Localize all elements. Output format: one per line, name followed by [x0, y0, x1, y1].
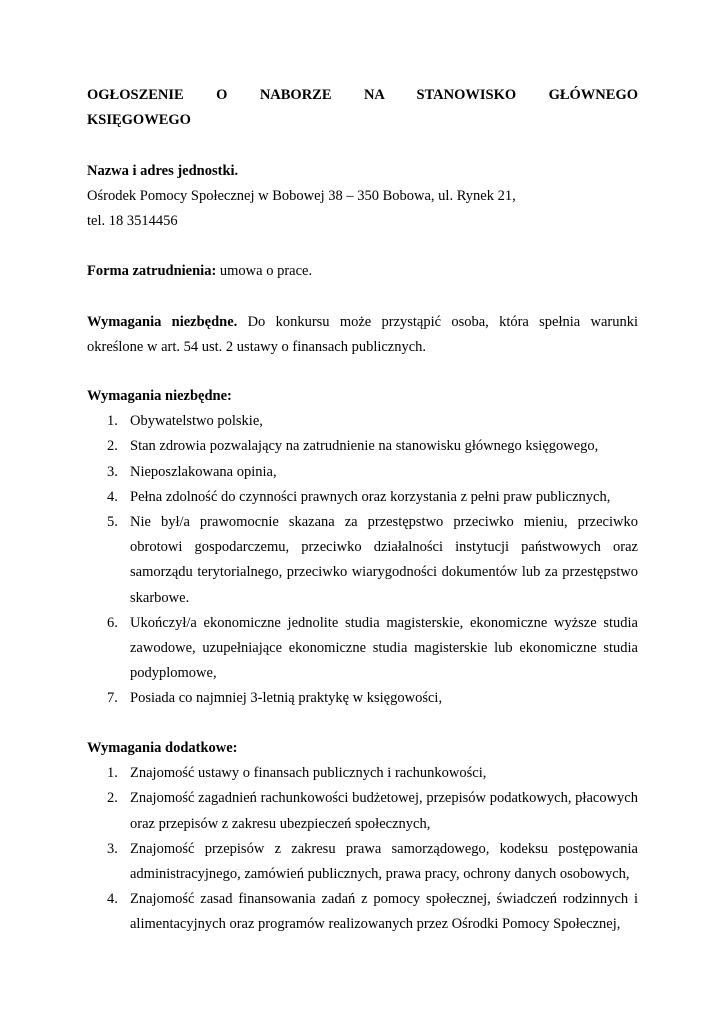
- list-item: [87, 409, 638, 434]
- list-item-number: 3.: [107, 840, 118, 857]
- required-list: [87, 409, 638, 711]
- list-item: [87, 434, 638, 459]
- list-item-text: Ukończył/a ekonomiczne jednolite studia magisterskie, ekonomiczne wyższe studia zawodowe, uzupełniające ekonomiczne studia magisterskie lub ekonomiczne studia podyplomowe,: [130, 614, 638, 682]
- list-item: [87, 837, 638, 887]
- list-item: [87, 761, 638, 786]
- list-item-number: 4.: [107, 488, 118, 505]
- list-item: [87, 686, 638, 711]
- additional-section: [87, 736, 638, 938]
- document-title-continuation: KSIĘGOWEGO: [87, 112, 191, 128]
- list-item-number: 6.: [107, 614, 118, 631]
- required-section: [87, 384, 638, 712]
- unit-phone: tel. 18 3514456: [87, 213, 178, 230]
- list-item-number: 4.: [107, 891, 118, 908]
- requirements-intro-label: Wymagania niezbędne.: [87, 314, 238, 330]
- list-item: [87, 460, 638, 485]
- unit-heading: Nazwa i adres jednostki.: [87, 163, 239, 179]
- requirements-intro-text: Do konkursu może przystąpić osoba, która spełnia warunki określone w art. 54 ust. 2 ustawy o finansach publicznych.: [87, 314, 638, 356]
- list-item-number: 2.: [107, 790, 118, 807]
- list-item-number: 7.: [107, 690, 118, 707]
- requirements-intro-section: [87, 310, 638, 360]
- additional-list: [87, 761, 638, 937]
- list-item-text: Znajomość zasad finansowania zadań z pomocy społecznej, świadczeń rodzinnych i alimentacyjnych oraz programów realizowanych przez Ośrodki Pomocy Społecznej,: [130, 891, 638, 933]
- list-item-number: 5.: [107, 514, 118, 531]
- employment-value: umowa o prace.: [216, 263, 313, 279]
- additional-heading: Wymagania dodatkowe:: [87, 740, 238, 756]
- employment-label: Forma zatrudnienia:: [87, 263, 217, 279]
- document-title: OGŁOSZENIE O NABORZE NA STANOWISKO GŁÓWNEGO: [87, 87, 638, 103]
- required-heading: Wymagania niezbędne:: [87, 388, 232, 404]
- list-item-text: Nie był/a prawomocnie skazana za przestępstwo przeciwko mieniu, przeciwko obrotowi gospodarczemu, przeciwko działalności instytucji państwowych oraz samorządu terytorialnego, przeciwko wiarygodności dokumentów lub za przestępstwo skarbowe.: [130, 514, 638, 606]
- list-item-number: 1.: [107, 765, 118, 782]
- unit-section: [87, 159, 638, 235]
- unit-address: Ośrodek Pomocy Społecznej w Bobowej 38 – 350 Bobowa, ul. Rynek 21,: [87, 188, 516, 205]
- list-item: [87, 510, 638, 611]
- list-item-text: Pełna zdolność do czynności prawnych oraz korzystania z pełni praw publicznych,: [130, 488, 611, 505]
- list-item-number: 2.: [107, 438, 118, 455]
- employment-section: [87, 259, 638, 284]
- list-item-text: Posiada co najmniej 3-letnią praktykę w księgowości,: [130, 690, 443, 707]
- list-item: [87, 485, 638, 510]
- list-item-number: 3.: [107, 463, 118, 480]
- list-item-text: Nieposzlakowana opinia,: [130, 463, 277, 480]
- list-item-text: Znajomość ustawy o finansach publicznych i rachunkowości,: [130, 765, 487, 782]
- list-item-text: Obywatelstwo polskie,: [130, 413, 263, 430]
- list-item: [87, 611, 638, 687]
- list-item-number: 1.: [107, 413, 118, 430]
- list-item-text: Stan zdrowia pozwalający na zatrudnienie na stanowisku głównego księgowego,: [130, 438, 599, 455]
- list-item-text: Znajomość zagadnień rachunkowości budżetowej, przepisów podatkowych, płacowych oraz przepisów z zakresu ubezpieczeń społecznych,: [130, 790, 638, 832]
- list-item: [87, 786, 638, 836]
- list-item-text: Znajomość przepisów z zakresu prawa samorządowego, kodeksu postępowania administracyjnego, zamówień publicznych, prawa pracy, ochrony danych osobowych,: [130, 840, 638, 883]
- list-item: [87, 887, 638, 937]
